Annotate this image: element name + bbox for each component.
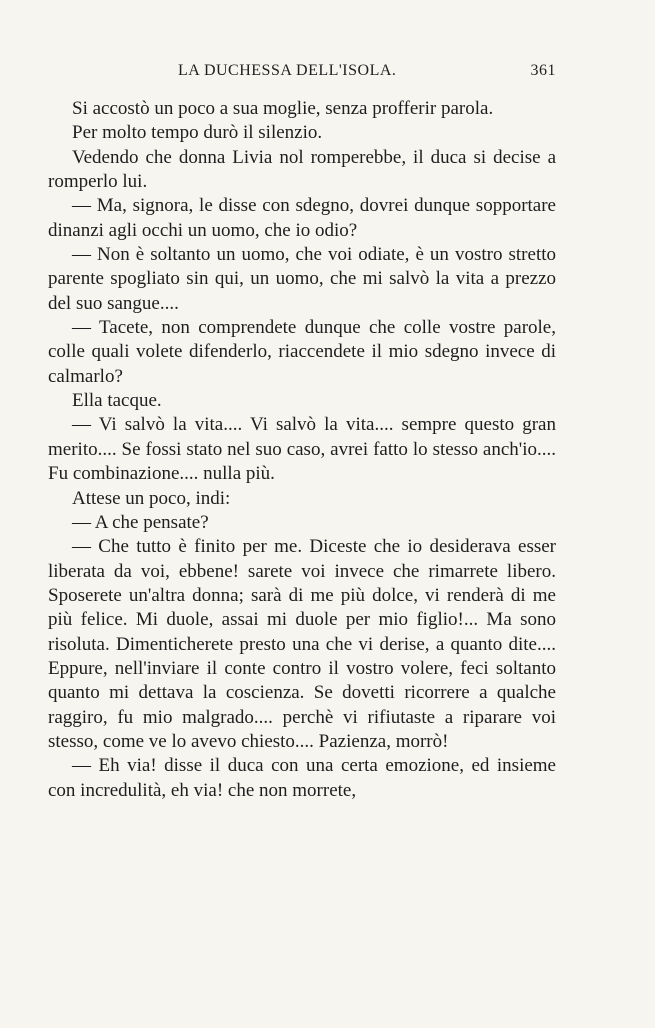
paragraph: Vedendo che donna Livia nol romperebbe, il duca si decise a romperlo lui. (48, 146, 556, 193)
page-number: 361 (530, 62, 556, 79)
paragraph: — Che tutto è finito per me. Diceste che io desiderava esser liberata da voi, ebbene! sarete voi invece che rimarrete libero. Sposerete un'altra donna; sarà di me più dolce, vi renderà di me più felice. Mi duole, assai mi duole per mio figlio!... Ma sono risoluta. Dimenticherete presto una che vi derise, a quanto dite.... Eppure, nell'inviare il conte contro il vostro volere, feci soltanto quanto mi dettava la coscienza. Se dovetti ricorrere a qualche raggiro, fu mio malgrado.... perchè vi rifiutaste a riparare voi stesso, come ve lo avevo chiesto.... Pazienza, morrò! (48, 536, 556, 752)
paragraph: Per molto tempo durò il silenzio. (72, 122, 323, 144)
paragraph: Ella tacque. (72, 390, 162, 412)
running-header (48, 62, 556, 86)
paragraph: Si accostò un poco a sua moglie, senza profferir parola. (72, 98, 494, 119)
paragraph: — Non è soltanto un uomo, che voi odiate, è un vostro stretto parente spogliato sin qui, un uomo, che mi salvò la vita a prezzo del suo sangue.... (48, 244, 556, 314)
paragraph: — Ma, signora, le disse con sdegno, dovrei dunque sopportare dinanzi agli occhi un uomo, che io odio? (48, 195, 556, 241)
paragraph: Attese un poco, indi: (72, 487, 231, 509)
paragraph: — Eh via! disse il duca con una certa emozione, ed insieme con incredulità, eh via! che non morrete, (48, 755, 556, 801)
running-title: LA DUCHESSA DELL'ISOLA. (178, 62, 397, 79)
book-page (48, 62, 556, 803)
paragraph: — A che pensate? (72, 511, 209, 533)
body-text (48, 97, 556, 803)
paragraph: — Tacete, non comprendete dunque che colle vostre parole, colle quali volete difenderlo, riaccendete il mio sdegno invece di calmarlo? (48, 317, 556, 387)
paragraph: — Vi salvò la vita.... Vi salvò la vita.... sempre questo gran merito.... Se fossi stato nel suo caso, avrei fatto lo stesso anch'io.... Fu combinazione.... nulla più. (48, 414, 556, 485)
